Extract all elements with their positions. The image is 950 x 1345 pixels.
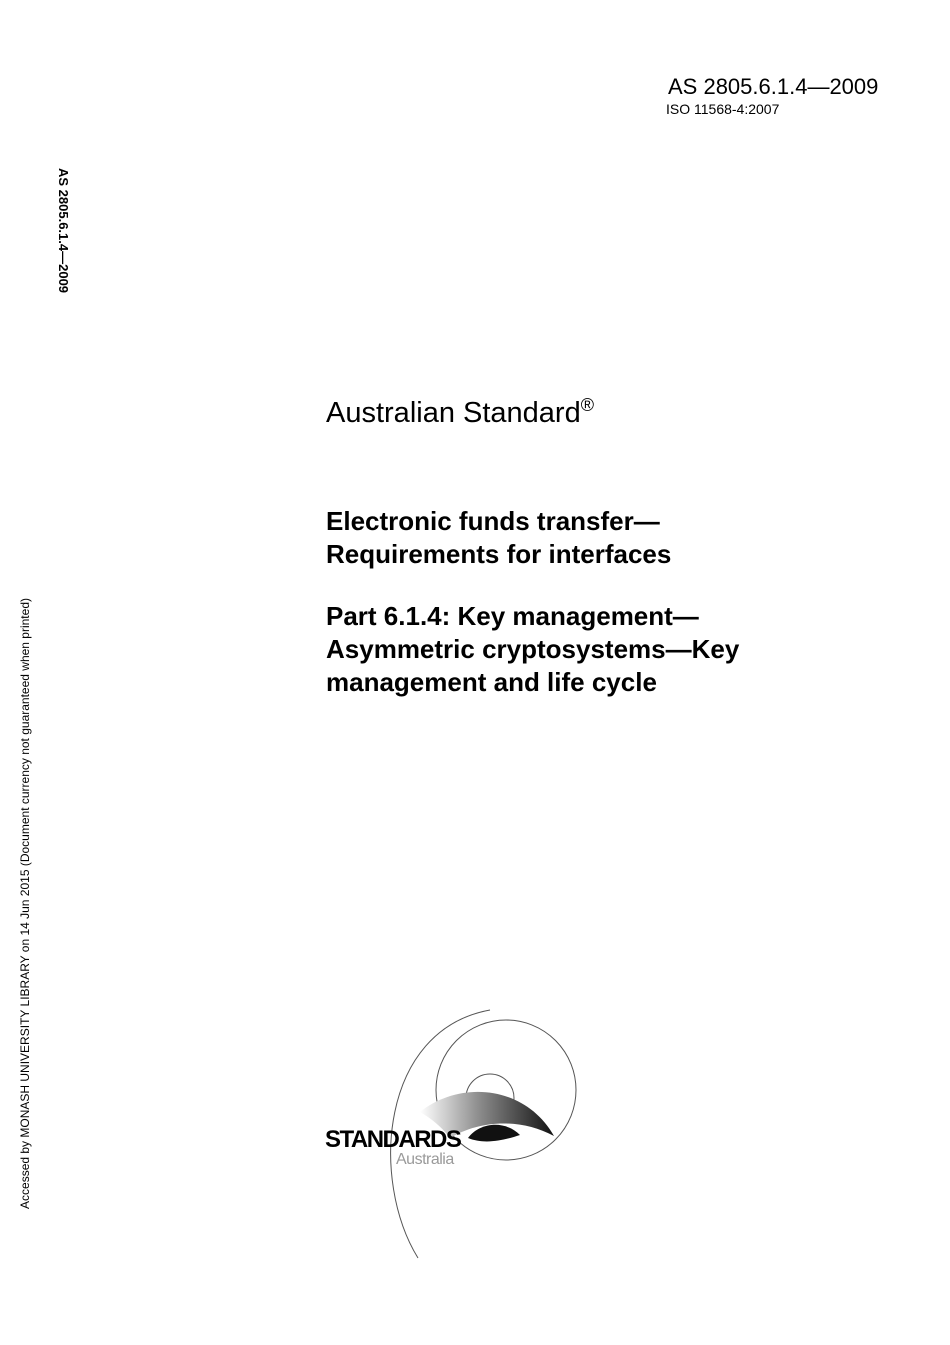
part-line-3: management and life cycle [326, 667, 657, 697]
registered-mark: ® [580, 395, 594, 415]
title-line-2: Requirements for interfaces [326, 539, 672, 569]
logo-wordmark: STANDARDS [325, 1126, 461, 1153]
title-line-1: Electronic funds transfer— [326, 506, 660, 536]
part-line-1: Part 6.1.4: Key management— [326, 601, 699, 631]
part-line-2: Asymmetric cryptosystems—Key [326, 634, 740, 664]
part-title [326, 600, 886, 699]
access-note: Accessed by MONASH UNIVERSITY LIBRARY on 14 Jun 2015 (Document currency not guaranteed when printed) [18, 598, 32, 1209]
iso-number: ISO 11568-4:2007 [666, 101, 780, 117]
series-name [326, 397, 594, 430]
standard-number: AS 2805.6.1.4—2009 [668, 74, 879, 99]
document-title [326, 505, 886, 571]
logo-subtitle: Australia [396, 1151, 454, 1168]
spine-label: AS 2805.6.1.4—2009 [56, 168, 71, 294]
series-name-text: Australian Standard [326, 397, 581, 429]
